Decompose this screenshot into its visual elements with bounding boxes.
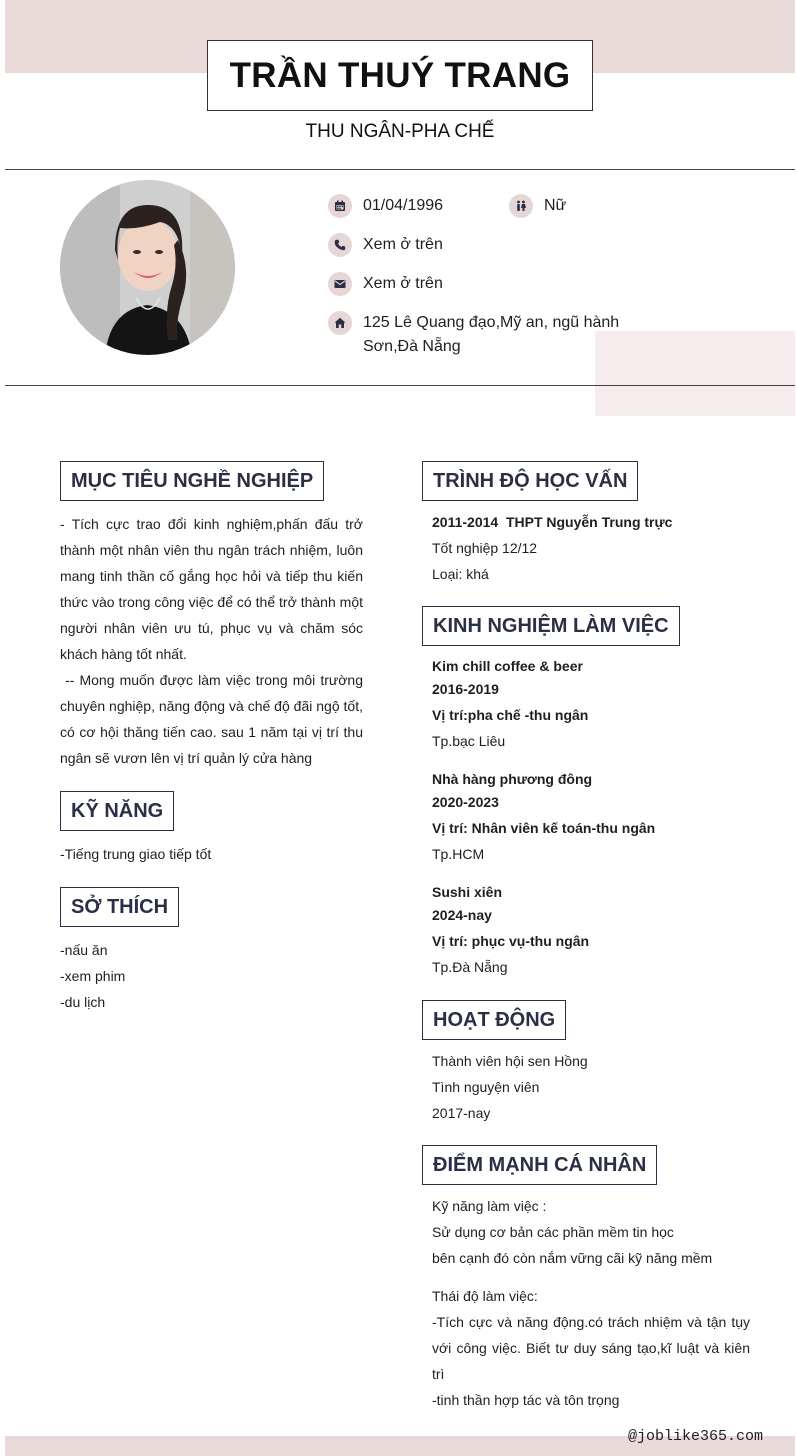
job-company: Nhà hàng phương đông xyxy=(432,771,593,787)
activity-item: Thành viên hội sen Hồng xyxy=(432,1053,588,1069)
info-address xyxy=(328,311,673,359)
phone-icon xyxy=(328,233,352,257)
section-hobbies-title: SỞ THÍCH xyxy=(60,887,179,927)
job-period: 2024-nay xyxy=(432,907,492,923)
job-position: Vị trí:pha chế -thu ngân xyxy=(432,707,589,723)
phone-value: Xem ở trên xyxy=(363,236,443,253)
job-position: Vị trí: phục vụ-thu ngân xyxy=(432,933,590,949)
objective-text xyxy=(60,511,367,771)
avatar xyxy=(60,180,235,355)
objective-paragraph-1: - Tích cực trao đổi kinh nghiệm,phấn đấu trở thành một nhân viên thu ngân trách nhiệm, luôn mang tinh thần cố gắng học hỏi và tiếp thu kiến thức vào trong công việc để có thể trở thành một người nhân viên ưu tú, phục vụ và chăm sóc khách hàng tốt nhất. xyxy=(60,516,363,662)
home-icon xyxy=(328,311,352,335)
job-entry xyxy=(432,768,762,867)
job-title: THU NGÂN-PHA CHẾ xyxy=(305,121,495,142)
calendar-icon xyxy=(328,194,352,218)
job-location: Tp.bạc Liêu xyxy=(432,733,506,749)
section-objective-title: MỤC TIÊU NGHỀ NGHIỆP xyxy=(60,461,324,501)
activity-item: 2017-nay xyxy=(432,1105,491,1121)
education-period-school: 2011-2014 THPT Nguyễn Trung trực xyxy=(432,514,673,530)
strengths-group-2 xyxy=(432,1283,750,1413)
strength-line: Kỹ năng làm việc : xyxy=(432,1198,547,1214)
section-experience-title: KINH NGHIỆM LÀM VIỆC xyxy=(422,606,680,646)
info-email xyxy=(328,272,443,296)
education-grade: Loại: khá xyxy=(432,566,489,582)
section-skills-title: KỸ NĂNG xyxy=(60,791,174,831)
candidate-name: TRẦN THUÝ TRANG xyxy=(207,40,593,111)
job-period: 2016-2019 xyxy=(432,681,499,697)
email-value: Xem ở trên xyxy=(363,275,443,292)
job-company: Kim chill coffee & beer xyxy=(432,658,583,674)
strengths-group-1 xyxy=(432,1193,750,1271)
gender-icon xyxy=(509,194,533,218)
info-birthday xyxy=(328,194,443,218)
strength-line: bên cạnh đó còn nắm vững cãi kỹ năng mềm xyxy=(432,1250,713,1266)
strength-line: -Tích cực và năng động.có trách nhiệm và tận tụy với công việc. Biết tư duy sáng tạo,kĩ luật và kiên trì xyxy=(432,1314,750,1382)
section-activities-title: HOẠT ĐỘNG xyxy=(422,1000,566,1040)
job-position: Vị trí: Nhân viên kế toán-thu ngân xyxy=(432,820,656,836)
education-block xyxy=(432,509,762,587)
section-education-title: TRÌNH ĐỘ HỌC VẤN xyxy=(422,461,638,501)
hobby-item: -du lịch xyxy=(60,994,106,1010)
address-value: 125 Lê Quang đạo,Mỹ an, ngũ hành Sơn,Đà Nẵng xyxy=(363,314,620,355)
strength-line: Sử dụng cơ bản các phần mềm tin học xyxy=(432,1224,674,1240)
section-strengths-title: ĐIỂM MẠNH CÁ NHÂN xyxy=(422,1145,657,1185)
birthday-value: 01/04/1996 xyxy=(363,197,444,214)
divider-top xyxy=(5,169,795,170)
hobby-item: -xem phim xyxy=(60,968,126,984)
info-phone xyxy=(328,233,443,257)
job-period: 2020-2023 xyxy=(432,794,499,810)
mail-icon xyxy=(328,272,352,296)
job-company: Sushi xiên xyxy=(432,884,503,900)
hobby-item: -nấu ăn xyxy=(60,942,108,958)
activity-item: Tình nguyện viên xyxy=(432,1079,540,1095)
job-entry xyxy=(432,655,762,754)
objective-paragraph-2: -- Mong muốn được làm việc trong môi trường chuyên nghiệp, năng động và chế độ đãi ngộ tốt, có cơ hội thăng tiến cao. sau 1 năm tại vị trí thu ngân sẽ vươn lên vị trí quản lý cửa hàng xyxy=(60,672,367,766)
strength-line: -tinh thần hợp tác và tôn trọng xyxy=(432,1392,620,1408)
strength-line: Thái độ làm việc: xyxy=(432,1288,538,1304)
info-gender xyxy=(509,194,566,218)
hobbies-list xyxy=(60,937,363,1015)
divider-bottom xyxy=(5,385,795,386)
gender-value: Nữ xyxy=(544,197,567,214)
education-graduation: Tốt nghiệp 12/12 xyxy=(432,540,538,556)
job-location: Tp.HCM xyxy=(432,846,485,862)
job-entry xyxy=(432,881,762,980)
watermark: @joblike365.com xyxy=(628,1428,764,1445)
activities-list xyxy=(432,1048,762,1126)
skills-list xyxy=(60,841,363,867)
job-location: Tp.Đà Nẵng xyxy=(432,959,508,975)
skill-item: -Tiếng trung giao tiếp tốt xyxy=(60,846,212,862)
